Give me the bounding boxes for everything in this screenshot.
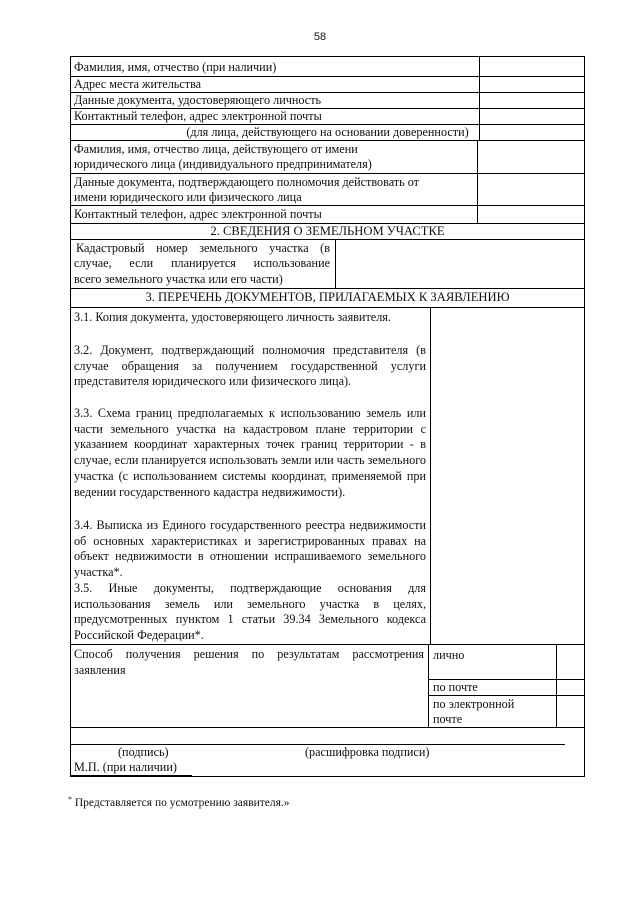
- cadastral-label-1: Кадастровый номер земельного участка (в: [76, 241, 330, 255]
- proxy-contact-label: Контактный телефон, адрес электронной почты: [74, 207, 322, 221]
- delivery-label-2: заявления: [74, 663, 126, 677]
- cadastral-label-3: всего земельного участка или его части): [74, 272, 283, 286]
- applicant-id-label: Данные документа, удостоверяющего личность: [74, 93, 322, 107]
- applicant-contact-label: Контактный телефон, адрес электронной почты: [74, 109, 322, 123]
- proxy-fio-label-2: юридического лица (индивидуального предпринимателя): [74, 157, 372, 171]
- footnote-marker: *: [68, 795, 72, 804]
- proxy-fio-label-1: Фамилия, имя, отчество лица, действующего от имени: [74, 142, 358, 156]
- delivery-checkbox-mail[interactable]: [556, 679, 585, 696]
- document-item-5: 3.5. Иные документы, подтверждающие основания для использования земель или земельного участка в целях, предусмотренных пунктом 1 статьи 39.34 Земельного кодекса Российской Федерации*.: [74, 581, 426, 643]
- document-item-1: 3.1. Копия документа, удостоверяющего личность заявителя.: [74, 310, 391, 324]
- proxy-doc-label-1: Данные документа, подтверждающего полномочия действовать от: [74, 175, 419, 189]
- seal-label: М.П. (при наличии): [74, 760, 177, 774]
- document-item-4: 3.4. Выписка из Единого государственного реестра недвижимости об основных характеристиках и зарегистрированных правах на объект недвижимости в отношении испрашиваемого земельного участка*.: [74, 518, 426, 580]
- delivery-option-email-1: по электронной: [433, 697, 515, 711]
- delivery-checkbox-email[interactable]: [556, 695, 585, 728]
- delivery-option-email-2: почте: [433, 712, 463, 726]
- footnote: [68, 797, 290, 809]
- section3-heading: 3. ПЕРЕЧЕНЬ ДОКУМЕНТОВ, ПРИЛАГАЕМЫХ К ЗАЯВЛЕНИЮ: [145, 290, 510, 304]
- proxy-doc-label-2: имени юридического или физического лица: [74, 190, 302, 204]
- applicant-fio-label: Фамилия, имя, отчество (при наличии): [74, 60, 277, 74]
- applicant-address-label: Адрес места жительства: [74, 77, 202, 91]
- cadastral-label-2: случае, если планируется использование: [74, 256, 330, 270]
- page-number: 58: [313, 31, 327, 43]
- signature-decoding-label: (расшифровка подписи): [305, 745, 430, 759]
- document-item-2: 3.2. Документ, подтверждающий полномочия представителя (в случае обращения за получением государственной услуги представителя юридического или физического лица).: [74, 343, 426, 389]
- footnote-text: Представляется по усмотрению заявителя.»: [72, 797, 290, 809]
- delivery-option-mail: по почте: [433, 680, 478, 694]
- proxy-heading: (для лица, действующего на основании доверенности): [186, 125, 469, 139]
- seal-underline: [70, 775, 192, 776]
- delivery-option-personal: лично: [433, 648, 465, 662]
- delivery-checkbox-personal[interactable]: [556, 644, 585, 680]
- delivery-label-1: Способ получения решения по результатам рассмотрения: [74, 647, 424, 661]
- document-item-3: 3.3. Схема границ предполагаемых к использованию земель или части земельного участка на кадастровом плане территории с указанием координат характерных точек границ территории - в случае, если планируется использовать земли или часть земельного участка (с использованием системы координат, применяемой при ведении государственного кадастра недвижимости).: [74, 406, 426, 499]
- section2-heading: 2. СВЕДЕНИЯ О ЗЕМЕЛЬНОМ УЧАСТКЕ: [210, 224, 445, 238]
- signature-label: (подпись): [118, 745, 169, 759]
